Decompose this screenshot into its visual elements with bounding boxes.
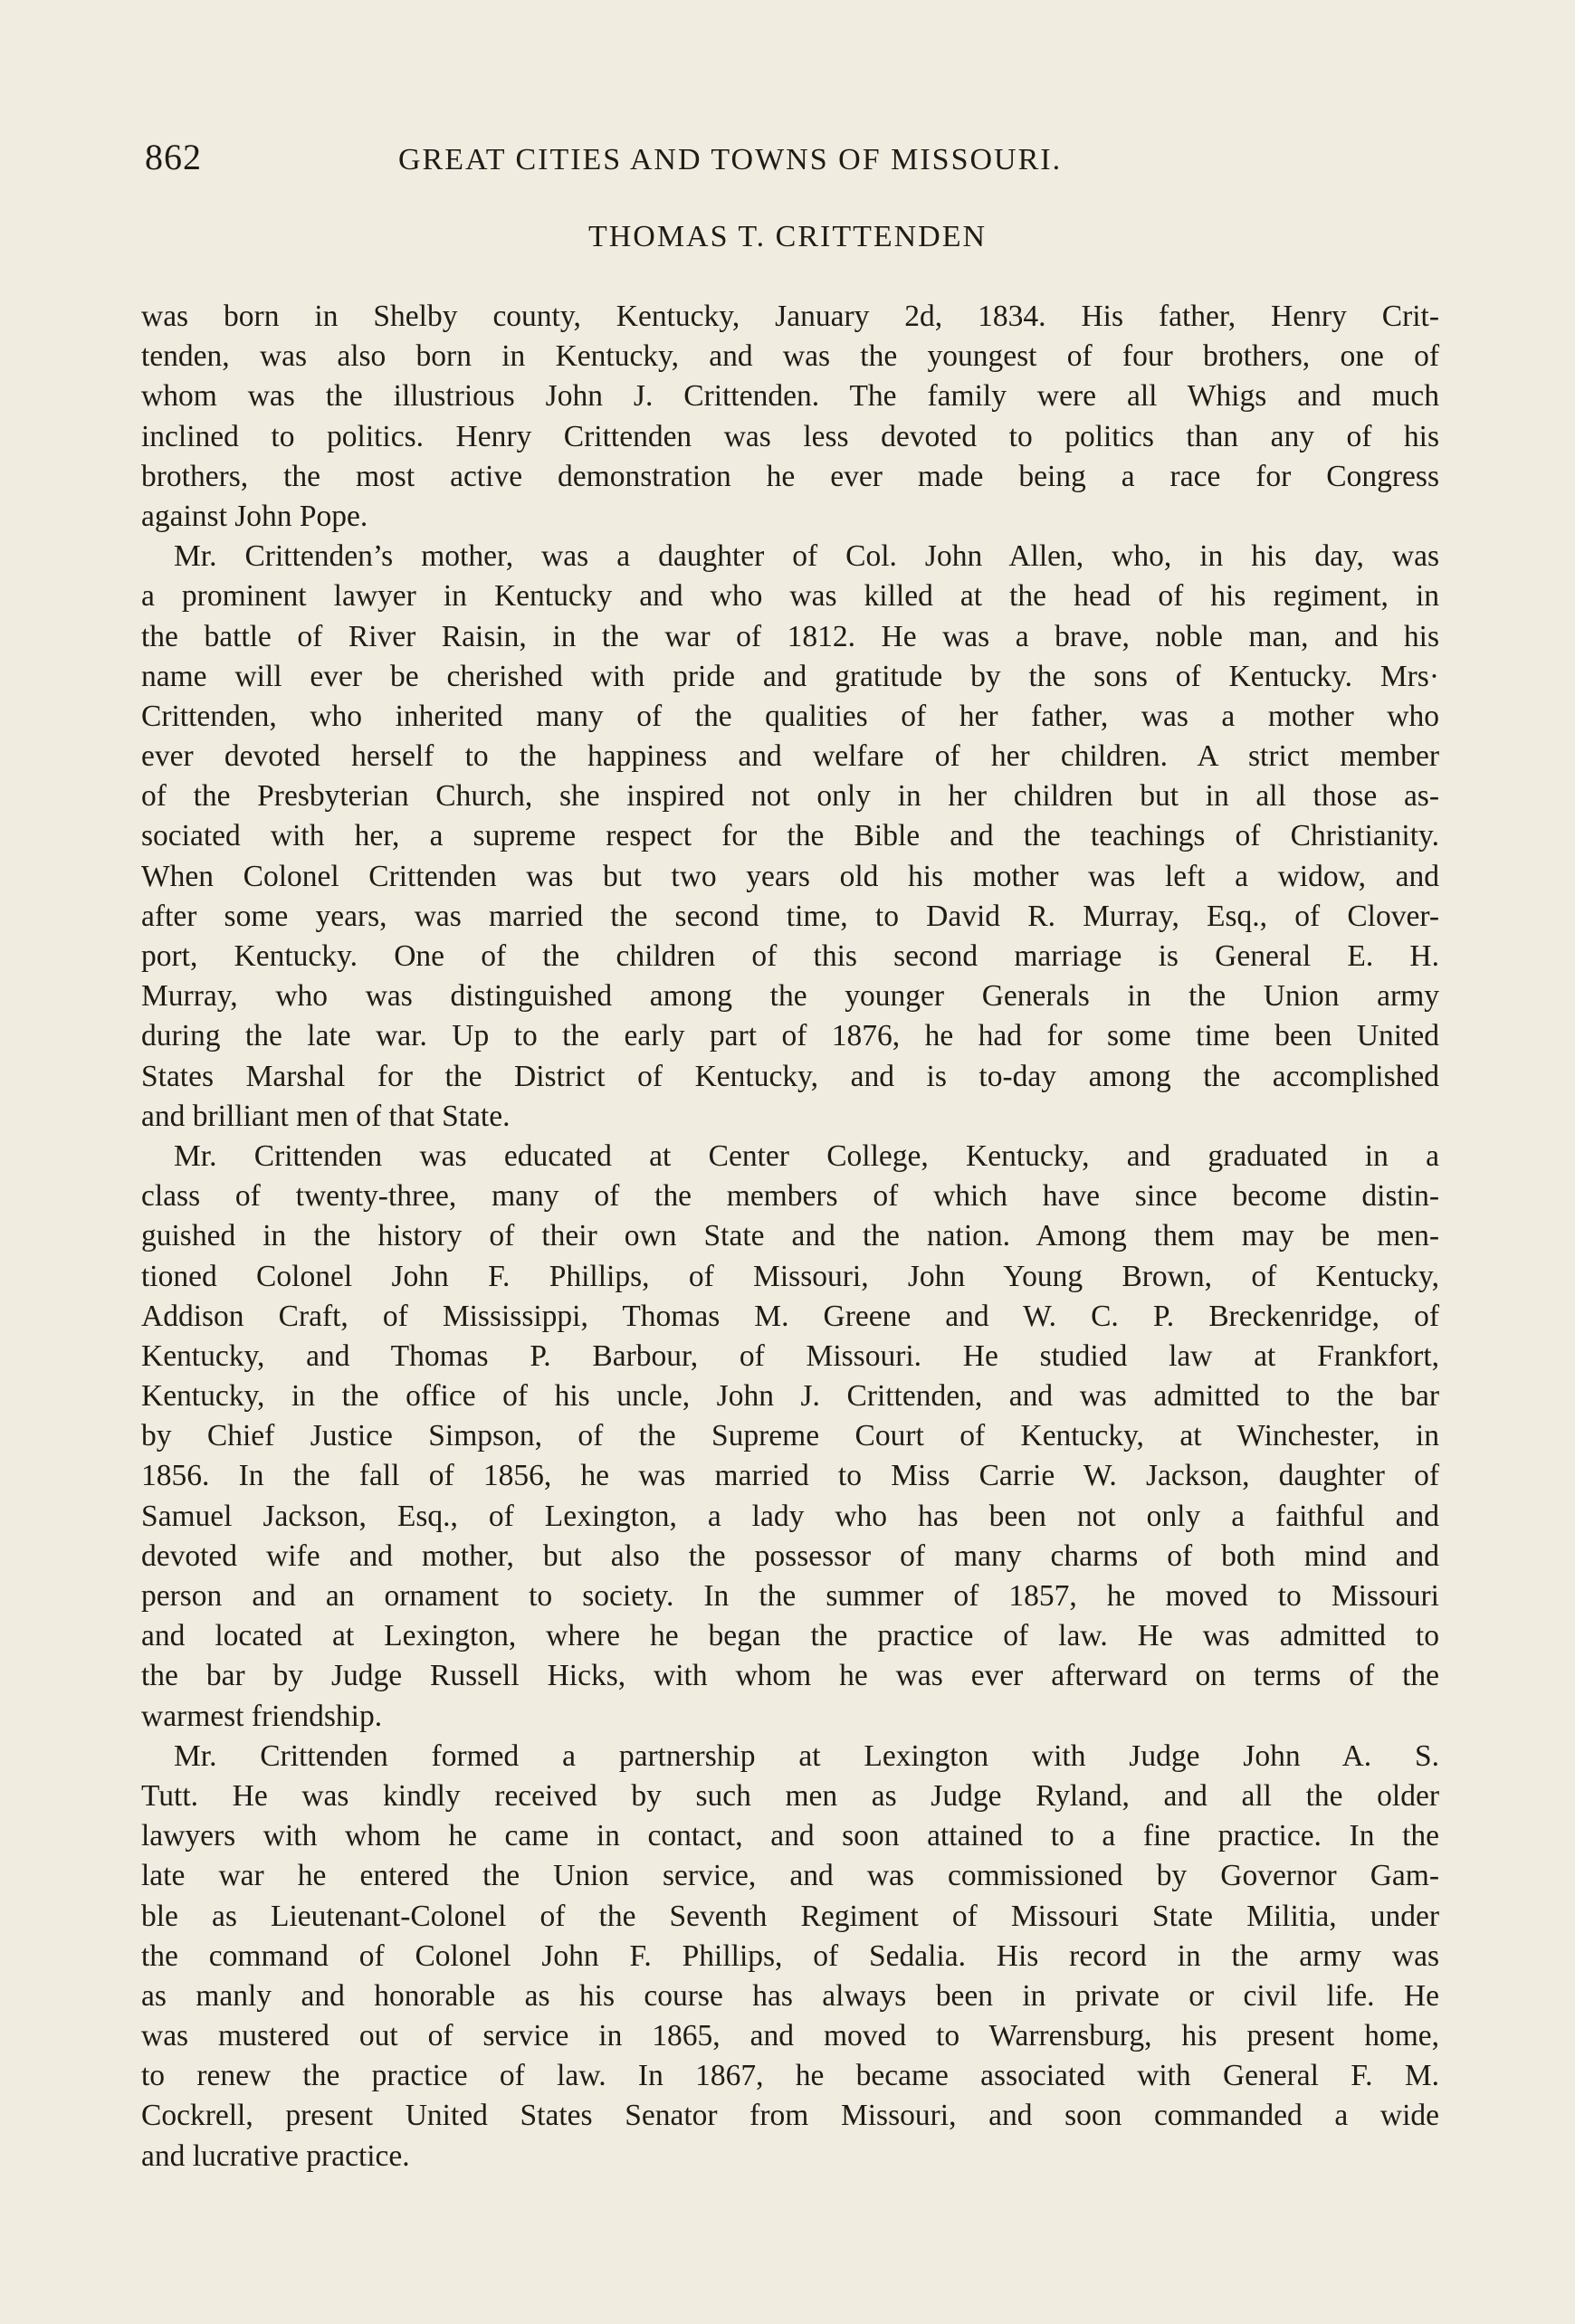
- text-line: Mr. Crittenden formed a partnership at Lexington with Judge John A. S.: [174, 1738, 1439, 1773]
- text-line: a prominent lawyer in Kentucky and who was killed at the head of his regiment, in: [141, 579, 1439, 614]
- text-line: 1856. In the fall of 1856, he was married to Miss Carrie W. Jackson, daughter of: [141, 1459, 1439, 1493]
- text-line: ble as Lieutenant-Colonel of the Seventh Regiment of Missouri State Militia, under: [141, 1899, 1439, 1933]
- text-line: Kentucky, in the office of his uncle, John J. Crittenden, and was admitted to the bar: [141, 1379, 1439, 1414]
- text-line: Addison Craft, of Mississippi, Thomas M. Greene and W. C. P. Breckenridge, of: [141, 1299, 1439, 1333]
- text-line: the command of Colonel John F. Phillips, of Sedalia. His record in the army was: [141, 1938, 1439, 1973]
- text-line: Mr. Crittenden was educated at Center College, Kentucky, and graduated in a: [174, 1138, 1439, 1173]
- text-line: Samuel Jackson, Esq., of Lexington, a lady who has been not only a faithful and: [141, 1499, 1439, 1533]
- text-line: of the Presbyterian Church, she inspired not only in her children but in all those as-: [141, 779, 1439, 814]
- text-line: as manly and honorable as his course has always been in private or civil life. He: [141, 1978, 1439, 2013]
- article-title: THOMAS T. CRITTENDEN: [587, 220, 988, 253]
- text-line: during the late war. Up to the early part of 1876, he had for some time been United: [141, 1019, 1439, 1053]
- text-line: the bar by Judge Russell Hicks, with whom he was ever afterward on terms of the: [141, 1659, 1439, 1693]
- text-line: port, Kentucky. One of the children of this second marriage is General E. H.: [141, 939, 1439, 973]
- text-line: brothers, the most active demonstration he ever made being a race for Congress: [141, 459, 1439, 493]
- text-line: the battle of River Raisin, in the war of 1812. He was a brave, noble man, and his: [141, 619, 1439, 653]
- article-body: [141, 297, 1439, 2176]
- text-line: late war he entered the Union service, and was commissioned by Governor Gam-: [141, 1859, 1439, 1893]
- text-line: Crittenden, who inherited many of the qualities of her father, was a mother who: [141, 699, 1439, 733]
- text-line: Tutt. He was kindly received by such men as Judge Ryland, and all the older: [141, 1778, 1439, 1813]
- text-line: against John Pope.: [141, 499, 368, 533]
- text-line: warmest friendship.: [141, 1699, 383, 1733]
- text-line: States Marshal for the District of Kentucky, and is to-day among the accomplished: [141, 1059, 1439, 1093]
- text-line: Mr. Crittenden’s mother, was a daughter of Col. John Allen, who, in his day, was: [174, 539, 1439, 574]
- text-line: whom was the illustrious John J. Crittenden. The family were all Whigs and much: [141, 379, 1439, 414]
- text-line: Kentucky, and Thomas P. Barbour, of Missouri. He studied law at Frankfort,: [141, 1338, 1439, 1373]
- text-line: devoted wife and mother, but also the possessor of many charms of both mind and: [141, 1538, 1439, 1573]
- text-line: Murray, who was distinguished among the younger Generals in the Union army: [141, 979, 1439, 1014]
- text-line: name will ever be cherished with pride and gratitude by the sons of Kentucky. Mrs·: [141, 659, 1439, 693]
- text-line: When Colonel Crittenden was but two years old his mother was left a widow, and: [141, 859, 1439, 893]
- text-line: Cockrell, present United States Senator from Missouri, and soon commanded a wide: [141, 2099, 1439, 2133]
- text-line: sociated with her, a supreme respect for the Bible and the teachings of Christianity.: [141, 819, 1439, 853]
- text-line: ever devoted herself to the happiness and welfare of her children. A strict member: [141, 739, 1439, 774]
- text-line: lawyers with whom he came in contact, and soon attained to a fine practice. In the: [141, 1819, 1439, 1853]
- text-line: was born in Shelby county, Kentucky, January 2d, 1834. His father, Henry Crit-: [141, 300, 1439, 333]
- text-line: tioned Colonel John F. Phillips, of Missouri, John Young Brown, of Kentucky,: [141, 1259, 1439, 1293]
- text-line: was mustered out of service in 1865, and moved to Warrensburg, his present home,: [141, 2019, 1439, 2053]
- text-line: tenden, was also born in Kentucky, and was the youngest of four brothers, one of: [141, 339, 1439, 374]
- text-line: and located at Lexington, where he began the practice of law. He was admitted to: [141, 1619, 1439, 1653]
- text-line: and brilliant men of that State.: [141, 1099, 511, 1133]
- text-line: to renew the practice of law. In 1867, he became associated with General F. M.: [141, 2059, 1439, 2093]
- text-line: person and an ornament to society. In the summer of 1857, he moved to Missouri: [141, 1579, 1439, 1613]
- running-head: GREAT CITIES AND TOWNS OF MISSOURI.: [398, 143, 1063, 176]
- text-line: guished in the history of their own State and the nation. Among them may be men-: [141, 1219, 1439, 1253]
- text-line: and lucrative practice.: [141, 2138, 410, 2173]
- text-line: class of twenty-three, many of the members of which have since become distin-: [141, 1179, 1439, 1214]
- text-line: after some years, was married the second time, to David R. Murray, Esq., of Clover-: [141, 899, 1439, 933]
- page-number: 862: [145, 137, 202, 177]
- text-line: by Chief Justice Simpson, of the Supreme Court of Kentucky, at Winchester, in: [141, 1419, 1439, 1453]
- text-line: inclined to politics. Henry Crittenden was less devoted to politics than any of his: [141, 419, 1439, 453]
